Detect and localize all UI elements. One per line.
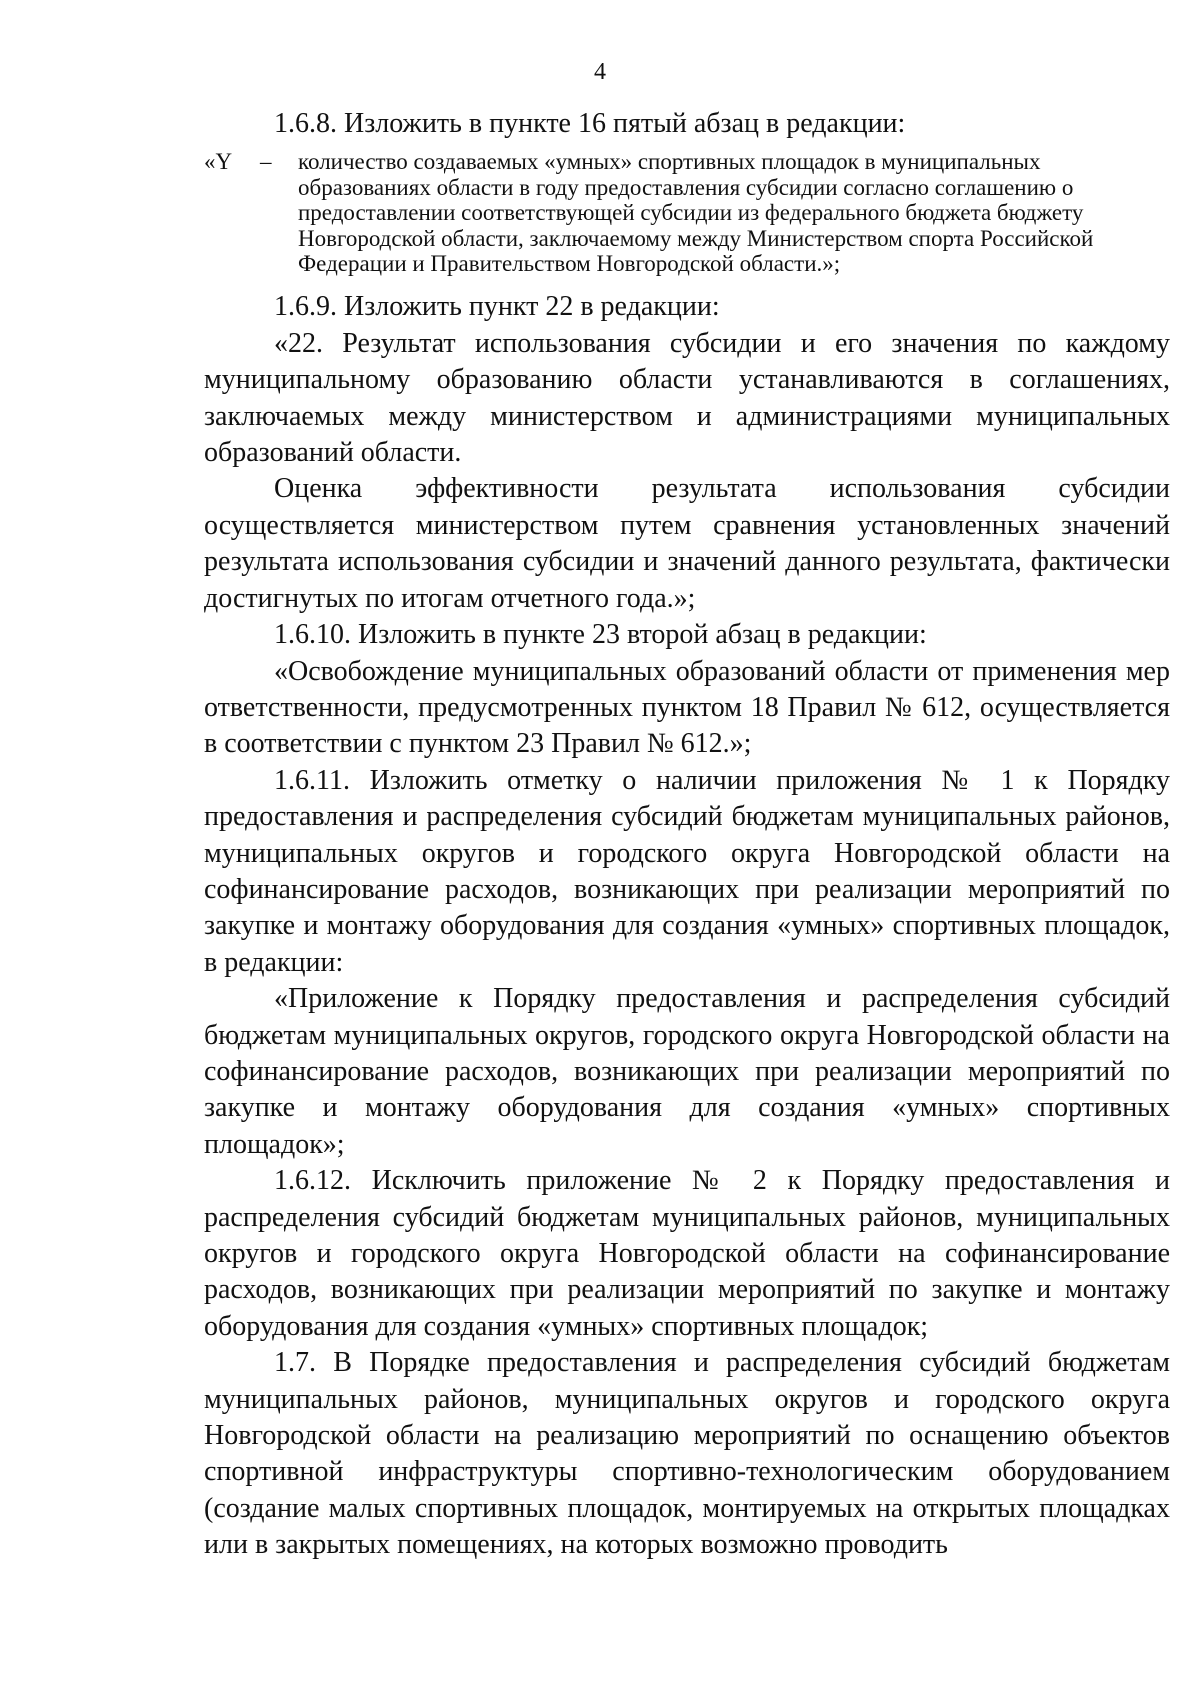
page-number: 4 — [594, 59, 606, 85]
paragraph-1-6-11: 1.6.11. Изложить отметку о наличии приложения № 1 к Порядку предоставления и распределения субсидий бюджетам муниципальных районов, муниципальных округов и городского округа Новгородской области на софинансирование расходов, возникающих при реализации мероприятий по закупке и монтажу оборудования для создания «умных» спортивных площадок, в редакции: — [204, 764, 1170, 978]
variable-dash: – — [260, 149, 272, 175]
variable-description: количество создаваемых «умных» спортивных площадок в муниципальных образованиях области в году предоставления субсидии согласно соглашению о предоставлении соответствующей субсидии из федерального бюджета бюджету Новгородской области, заключаемому между Министерством спорта Российской Федерации и Правительством Новгородской области.»; — [298, 149, 1094, 277]
paragraph-appendix-note: «Приложение к Порядку предоставления и распределения субсидий бюджетам муниципальных округов, городского округа Новгородской области на софинансирование расходов, возникающих при реализации мероприятий по закупке и монтажу оборудования для создания «умных» спортивных площадок»; — [204, 983, 1170, 1160]
document-body — [204, 106, 1170, 1564]
paragraph-1-6-9: 1.6.9. Изложить пункт 22 в редакции: — [274, 291, 720, 323]
paragraph-1-7: 1.7. В Порядке предоставления и распределения субсидий бюджетам муниципальных районов, муниципальных округов и городского округа Новгородской области на реализацию мероприятий по оснащению объектов спортивной инфраструктуры спортивно-технологическим оборудованием (создание малых спортивных площадок, монтируемых на открытых площадках или в закрытых помещениях, на которых возможно проводить — [204, 1347, 1170, 1561]
paragraph-1-6-12: 1.6.12. Исключить приложение № 2 к Порядку предоставления и распределения субсидий бюджетам муниципальных районов, муниципальных округов и городского округа Новгородской области на софинансирование расходов, возникающих при реализации мероприятий по закупке и монтажу оборудования для создания «умных» спортивных площадок; — [204, 1165, 1170, 1342]
paragraph-exemption: «Освобождение муниципальных образований области от применения мер ответственности, предусмотренных пунктом 18 Правил № 612, осуществляется в соответствии с пунктом 23 Правил № 612.»; — [204, 655, 1170, 760]
paragraph-1-6-10: 1.6.10. Изложить в пункте 23 второй абзац в редакции: — [274, 619, 927, 651]
paragraph-1-6-8: 1.6.8. Изложить в пункте 16 пятый абзац в редакции: — [274, 108, 906, 139]
paragraph-clause-22: «22. Результат использования субсидии и его значения по каждому муниципальному образованию области устанавливаются в соглашениях, заключаемых между министерством и администрациями муниципальных образований области. — [204, 327, 1170, 469]
paragraph-effectiveness: Оценка эффективности результата использования субсидии осуществляется министерством путем сравнения установленных значений результата использования субсидии и значений данного результата, фактически достигнутых по итогам отчетного года.»; — [204, 473, 1170, 614]
variable-definition — [204, 149, 1170, 276]
variable-term: «Y — [204, 149, 233, 175]
